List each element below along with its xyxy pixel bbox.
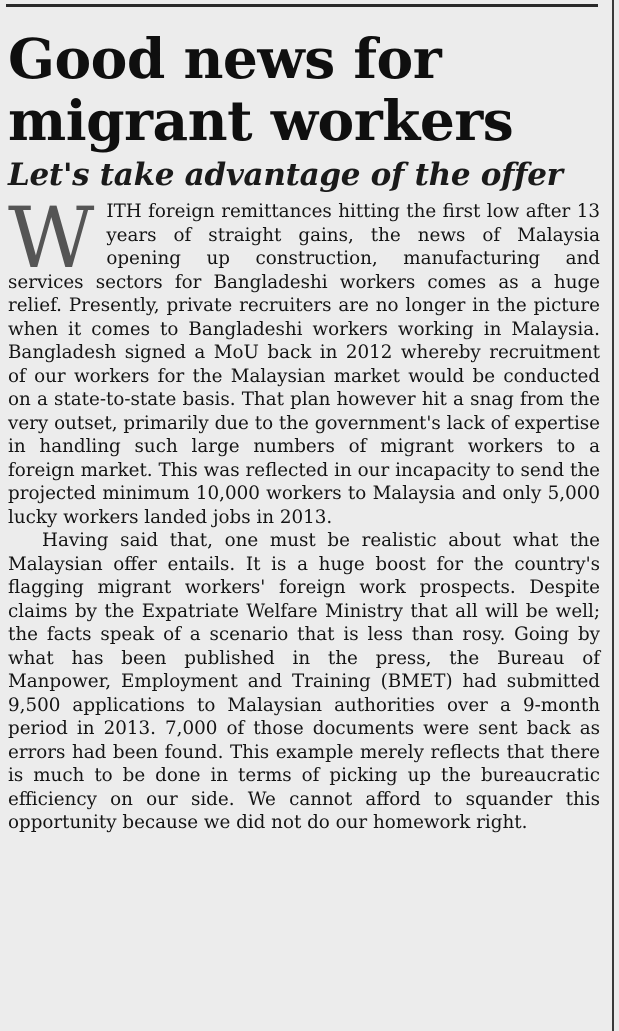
paragraph-2: Having said that, one must be realistic about what the Malaysian offer entails. It is a huge boost for the country's flagging migrant workers' foreign work prospects. Despite claims by the Expatriate Welfare Ministry that all will be well; the facts speak of a scenario that is less than rosy. Going by what has been published in the press, the Bureau of Manpower, Employment and Training (BMET) had submitted 9,500 applications to Malaysian authorities over a 9-month period in 2013. 7,000 of those documents were sent back as errors had been found. This example merely reflects that there is much to be done in terms of picking up the bureaucratic efficiency on our side. We cannot afford to squander this opportunity because we did not do our homework right. [8,530,600,833]
column-divider [612,0,614,1031]
headline: Good news for migrant workers [8,26,514,153]
paragraph-1 [8,189,600,529]
article-body [8,189,600,835]
top-divider [6,4,598,7]
paragraph-1-text: ITH foreign remittances hitting the first low after 13 years of straight gains, the news of Malaysia opening up construction, manufacturing and services sectors for Bangladeshi workers comes as a huge relief. Presently, private recruiters are no longer in the picture when it comes to Bangladeshi workers working in Malaysia. Bangladesh signed a MoU back in 2012 whereby recruitment of our workers for the Malaysian market would be conducted on a state-to-state basis. That plan however hit a snag from the very outset, primarily due to the government's lack of expertise in handling such large numbers of migrant workers to a foreign market. This was reflected in our incapacity to send the projected minimum 10,000 workers to Malaysia and only 5,000 lucky workers landed jobs in 2013. [8,201,600,528]
drop-cap: W [8,189,95,287]
article [8,28,600,835]
subheadline: Let's take advantage of the offer [8,157,563,193]
